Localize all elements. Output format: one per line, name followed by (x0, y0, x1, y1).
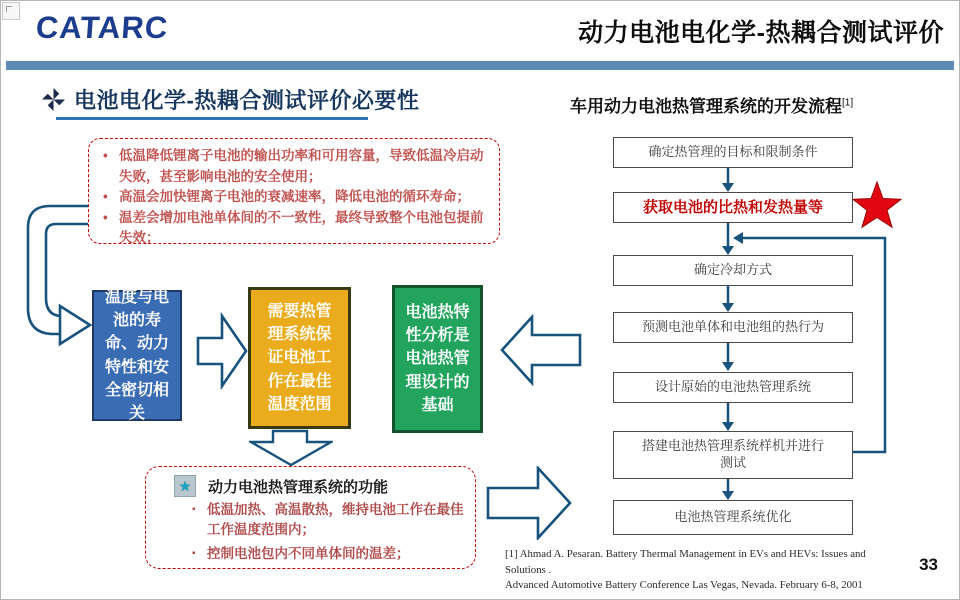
list-item (192, 544, 467, 564)
u-turn-arrow (16, 196, 96, 356)
flowchart-heading (570, 92, 853, 117)
thermal-management-need-box (248, 287, 351, 429)
left-arrow-to-green-box (498, 303, 584, 397)
functions-box-title: 动力电池热管理系统的功能 (208, 478, 389, 496)
bullet-dot: • (103, 189, 108, 205)
header-divider-bar (6, 61, 954, 70)
right-arrow-blue-to-yellow (196, 304, 250, 398)
star-icon: ★ (174, 475, 196, 497)
green-box-bold-text: 电池热特性分析 (405, 304, 470, 345)
blue-box-text: 温度与电池的寿命、动力特性和安全密切相关 (104, 288, 169, 422)
slide-title: 动力电池电化学-热耦合测试评价 (578, 19, 944, 47)
flow-step-1: 确定热管理的目标和限制条件 (613, 137, 853, 168)
down-arrow-to-function-box (249, 429, 333, 467)
flow-step-4: 预测电池单体和电池组的热行为 (613, 312, 853, 343)
section-heading-underline (56, 117, 368, 120)
pinwheel-icon (42, 88, 65, 111)
flow-step-5: 设计原始的电池热管理系统 (613, 372, 853, 403)
problem-statements-box (88, 138, 500, 244)
flow-step-2-highlight: 获取电池的比热和发热量等 (613, 192, 853, 223)
flowchart-heading-ref: [1] (842, 97, 854, 109)
list-item (103, 208, 489, 249)
problem-bullet-2: 高温会加快锂离子电池的衰减速率，降低电池的循环寿命； (119, 189, 470, 205)
citation (505, 547, 905, 594)
list-item (192, 500, 467, 541)
functions-box-header (174, 475, 467, 497)
problem-bullet-3: 温差会增加电池单体间的不一致性，最终导致整个电池包提前失效； (119, 209, 484, 246)
function-bullet-1: 低温加热、高温散热，维持电池工作在最佳工作温度范围内； (207, 502, 464, 538)
flow-step-6: 搭建电池热管理系统样机并进行测试 (613, 431, 853, 479)
function-bullet-2: 控制电池包内不同单体间的温差； (207, 545, 410, 561)
functions-box (145, 466, 476, 569)
temperature-relation-box (92, 290, 182, 421)
bullet-dot: • (103, 148, 108, 163)
section-heading: 电池电化学-热耦合测试评价必要性 (74, 88, 420, 113)
bullet-square: ▪ (192, 504, 196, 515)
thermal-analysis-basis-box (392, 285, 483, 433)
green-box-text (405, 301, 470, 417)
corner-artifact (2, 2, 20, 20)
flowchart-heading-text: 车用动力电池热管理系统的开发流程 (570, 97, 842, 116)
flow-step-3: 确定冷却方式 (613, 255, 853, 286)
red-star-icon (853, 182, 901, 227)
right-arrow-to-flowchart (486, 466, 574, 540)
citation-line-1: [1] Ahmad A. Pesaran. Battery Thermal Management in EVs and HEVs: Issues and Solutions . (505, 548, 866, 576)
bullet-dot: • (103, 209, 108, 225)
green-box-rest-text: 是电池热管理设计的基础 (405, 327, 470, 414)
list-item (103, 187, 489, 208)
list-item (103, 146, 489, 187)
page-number: 33 (919, 555, 938, 574)
yellow-box-text: 需要热管理系统保证电池工作在最佳温度范围 (267, 303, 332, 413)
citation-line-2: Advanced Automotive Battery Conference Las Vegas, Nevada. February 6-8, 2001 (505, 579, 863, 592)
problem-bullet-1: 低温降低锂离子电池的输出功率和可用容量，导致低温冷启动失败，甚至影响电池的安全使用； (119, 148, 484, 184)
catarc-logo: CATARC (34, 10, 170, 45)
bullet-square: ▪ (192, 547, 196, 559)
flow-step-7: 电池热管理系统优化 (613, 500, 853, 535)
